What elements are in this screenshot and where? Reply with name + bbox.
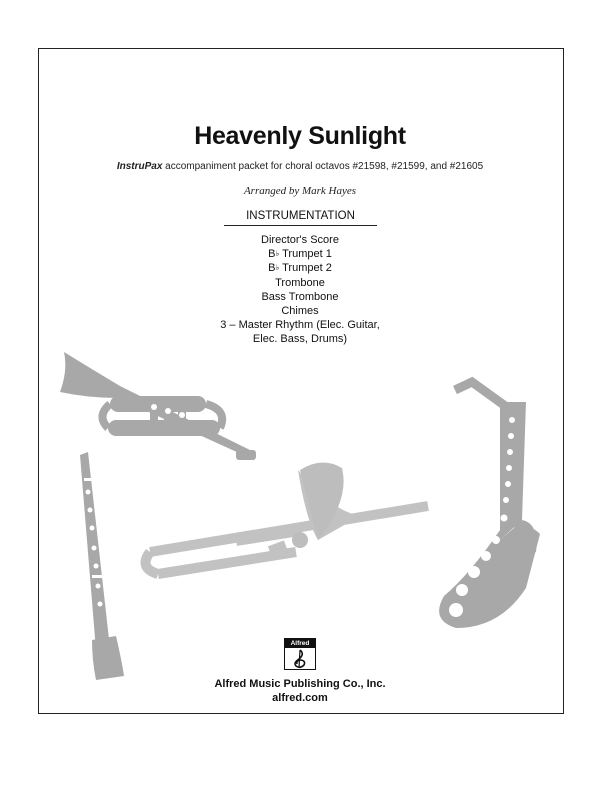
saxophone-icon bbox=[439, 382, 540, 628]
instrument-item: Chimes bbox=[281, 305, 319, 318]
flat-sign: ♭ bbox=[275, 249, 280, 259]
subtitle-brand: InstruPax bbox=[116, 161, 163, 172]
instrument-item: Trombone bbox=[275, 276, 325, 289]
treble-clef-icon bbox=[285, 648, 314, 669]
publisher-name: Alfred Music Publishing Co., Inc. bbox=[214, 678, 386, 690]
publisher-logo bbox=[284, 638, 316, 670]
instrument-name: Trumpet 2 bbox=[282, 262, 332, 275]
flat-sign: ♭ bbox=[275, 263, 280, 273]
instrument-item: Elec. Bass, Drums) bbox=[252, 333, 348, 346]
clarinet-icon bbox=[80, 452, 124, 680]
instrumentation-heading: INSTRUMENTATION bbox=[224, 210, 377, 226]
trumpet-icon bbox=[60, 352, 256, 460]
instrument-item: Director's Score bbox=[261, 234, 339, 246]
flat-key-letter: B bbox=[268, 248, 276, 261]
page-title: Heavenly Sunlight bbox=[194, 122, 406, 150]
instrument-item: 3 – Master Rhythm (Elec. Guitar, bbox=[220, 319, 380, 332]
publisher-website: alfred.com bbox=[272, 692, 328, 704]
subtitle-text: accompaniment packet for choral octavos #21598, #21599, and #21605 bbox=[162, 161, 484, 172]
flat-key-letter: B bbox=[268, 262, 276, 275]
instrument-item: Bass Trombone bbox=[261, 290, 339, 303]
logo-text: Alfred bbox=[285, 639, 315, 648]
arranger-credit: Arranged by Mark Hayes bbox=[243, 185, 357, 197]
instrument-name: Trumpet 1 bbox=[282, 248, 332, 261]
trombone-icon bbox=[146, 462, 429, 574]
